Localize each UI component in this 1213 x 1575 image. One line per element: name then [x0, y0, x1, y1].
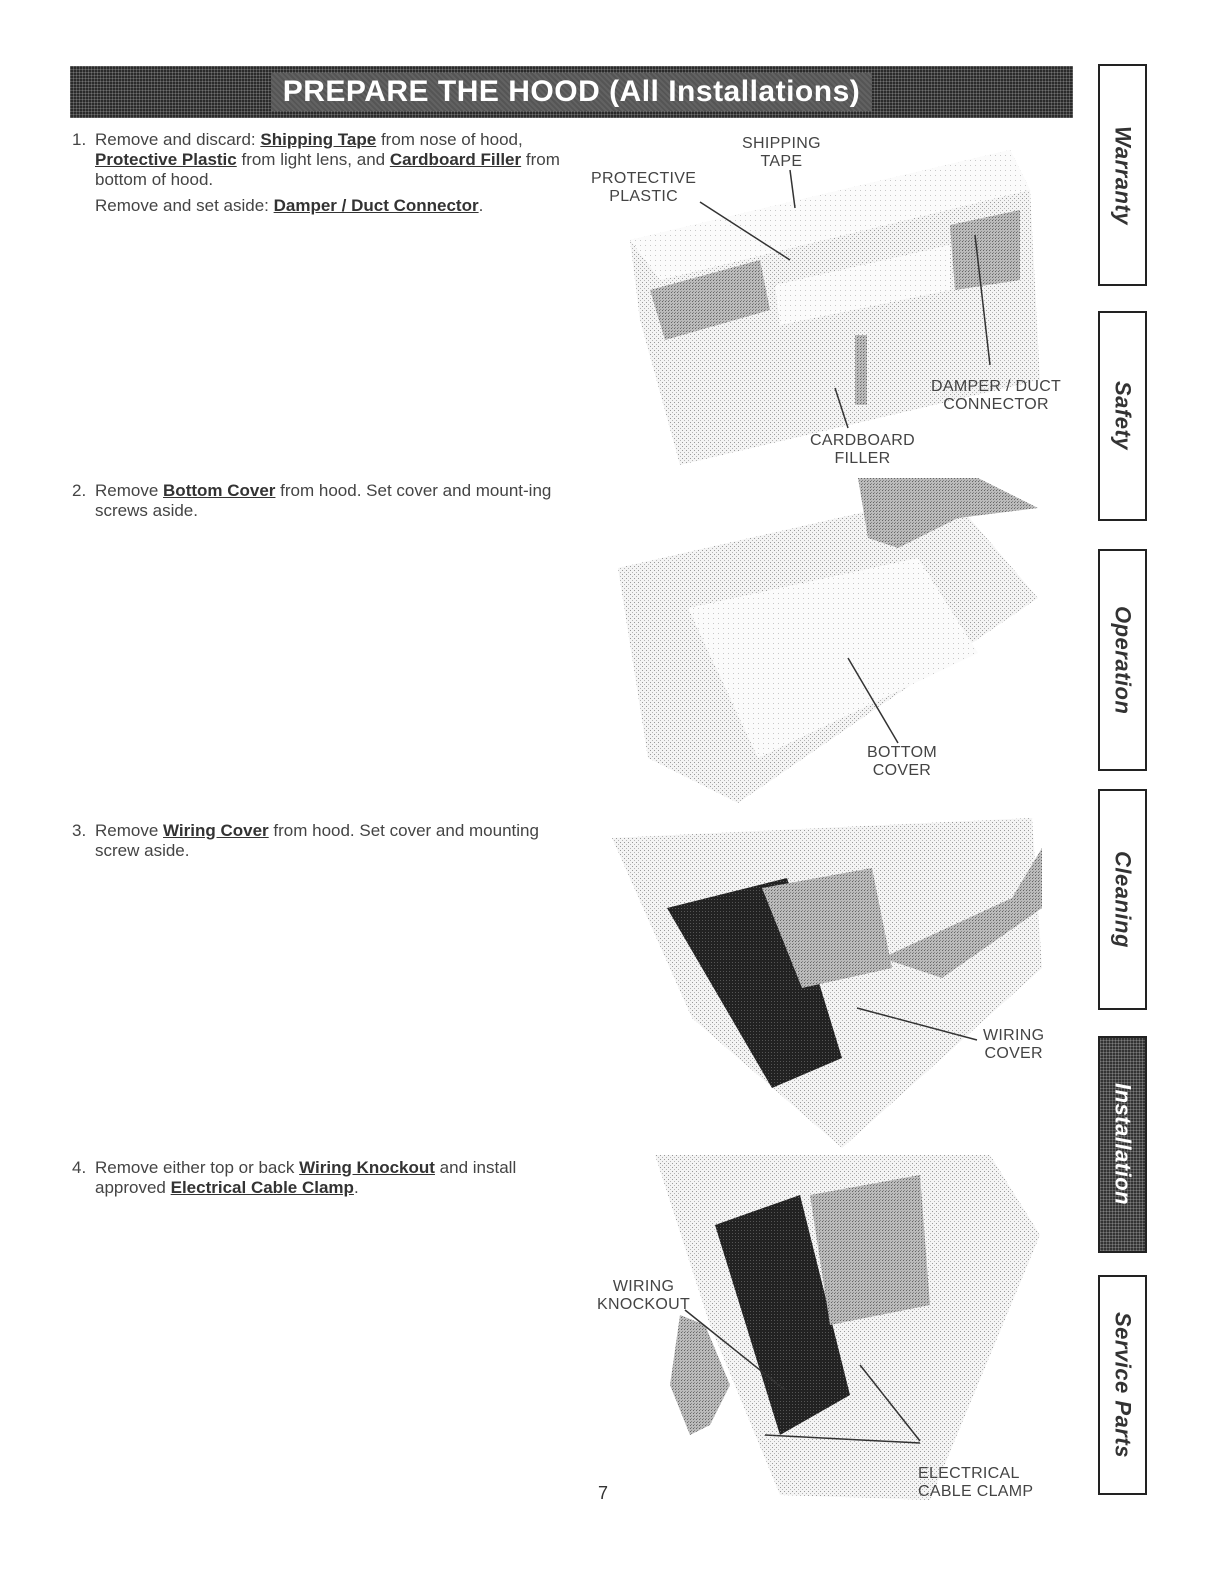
term-wiring-cover: Wiring Cover — [163, 821, 269, 840]
tab-operation[interactable] — [1098, 549, 1147, 771]
bottom-cover-illustration — [618, 478, 1063, 808]
label-damper-duct-connector: DAMPER / DUCT CONNECTOR — [931, 378, 1062, 413]
tab-label: Warranty — [1110, 125, 1136, 225]
label-shipping-tape: SHIPPING TAPE — [742, 135, 821, 170]
term-electrical-cable-clamp: Electrical Cable Clamp — [170, 1178, 354, 1197]
label-wiring-cover: WIRING COVER — [983, 1027, 1045, 1062]
tab-label: Cleaning — [1110, 851, 1136, 948]
wiring-cover-illustration — [612, 818, 1052, 1148]
step-4 — [72, 1158, 562, 1198]
step-number: 3. — [72, 821, 87, 840]
term-bottom-cover: Bottom Cover — [163, 481, 276, 500]
tab-label: Service Parts — [1110, 1312, 1136, 1458]
step-number: 4. — [72, 1158, 87, 1177]
term-protective-plastic: Protective Plastic — [95, 150, 237, 169]
hood-body — [612, 818, 1045, 1148]
text: from bottom of hood. — [95, 150, 560, 189]
tab-cleaning[interactable] — [1098, 789, 1147, 1010]
page-title: PREPARE THE HOOD (All Installations) — [271, 73, 873, 111]
text: Remove and discard: — [95, 130, 261, 149]
label-protective-plastic: PROTECTIVE PLASTIC — [591, 170, 697, 205]
text: and install approved — [95, 1158, 517, 1197]
text: Remove either top or back — [95, 1158, 300, 1177]
page-number: 7 — [598, 1483, 609, 1503]
section-banner — [70, 66, 1073, 118]
tab-safety[interactable] — [1098, 311, 1147, 521]
step-number: 2. — [72, 481, 87, 500]
term-shipping-tape: Shipping Tape — [260, 130, 377, 149]
step-number: 1. — [72, 130, 87, 149]
wiring-knockout-illustration — [600, 1155, 1050, 1500]
term-cardboard-filler: Cardboard Filler — [389, 150, 522, 169]
text: . — [353, 1178, 359, 1197]
tab-warranty[interactable] — [1098, 64, 1147, 286]
text: Remove — [95, 821, 164, 840]
text: Remove — [95, 481, 164, 500]
wiring-area — [810, 1175, 930, 1325]
tab-service-parts[interactable] — [1098, 1275, 1147, 1495]
step-1-text — [95, 130, 562, 190]
term-damper-duct-connector: Damper / Duct Connector — [273, 196, 479, 215]
tab-installation[interactable] — [1098, 1036, 1147, 1253]
label-cardboard-filler: CARDBOARD FILLER — [810, 432, 915, 467]
step-3 — [72, 821, 562, 861]
tab-label: Installation — [1110, 1083, 1136, 1206]
tab-label: Safety — [1110, 381, 1136, 451]
step-1-text-2 — [95, 196, 562, 216]
text: from hood. Set cover and mounting screw aside. — [95, 821, 539, 860]
step-2 — [72, 481, 562, 521]
text: from nose of hood, — [376, 130, 523, 149]
step-1 — [72, 130, 562, 216]
step-4-text — [95, 1158, 562, 1198]
label-wiring-knockout: WIRING KNOCKOUT — [597, 1278, 691, 1313]
term-wiring-knockout: Wiring Knockout — [299, 1158, 435, 1177]
label-electrical-cable-clamp: ELECTRICAL CABLE CLAMP — [918, 1465, 1034, 1500]
cardboard-filler-shape — [855, 335, 867, 405]
label-bottom-cover: BOTTOM COVER — [867, 744, 937, 779]
tab-label: Operation — [1110, 605, 1136, 715]
step-2-text — [95, 481, 562, 521]
text: Remove and set aside: — [95, 196, 274, 215]
text: from light lens, and — [236, 150, 390, 169]
text: from hood. Set cover and mount-ing screws aside. — [95, 481, 552, 520]
text: . — [478, 196, 484, 215]
step-3-text — [95, 821, 562, 861]
